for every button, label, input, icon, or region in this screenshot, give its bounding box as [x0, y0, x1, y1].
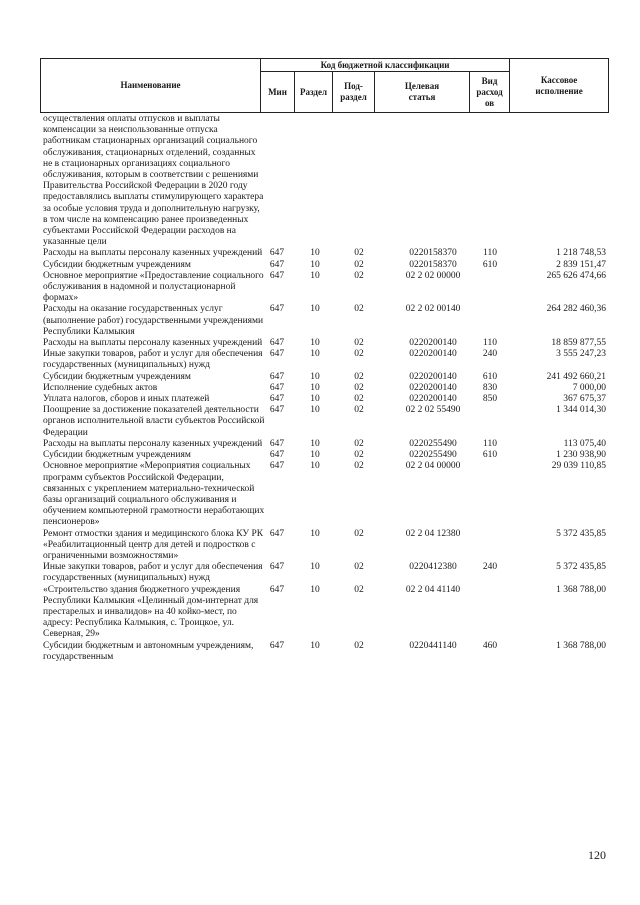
- row-min: 647: [269, 371, 285, 382]
- row-cel: 0220412380: [409, 562, 457, 573]
- row-pod: 02: [354, 562, 364, 573]
- row-cel: 02 2 04 00000: [405, 461, 461, 472]
- table-row: [43, 372, 608, 383]
- row-sum: 241 492 660,21: [546, 371, 606, 382]
- row-pod: 02: [354, 584, 364, 595]
- row-cel: 02 2 04 41140: [405, 584, 461, 595]
- table-row: [43, 260, 608, 271]
- row-pod: 02: [354, 349, 364, 360]
- row-pod: 02: [354, 640, 364, 651]
- row-min: 647: [269, 405, 285, 416]
- row-cel: 0220158370: [409, 248, 457, 259]
- row-name: Расходы на выплаты персоналу казенных учреждений: [43, 438, 263, 449]
- row-vid: 610: [482, 259, 498, 270]
- row-min: 647: [269, 394, 285, 405]
- row-razdel: 10: [310, 438, 320, 449]
- table-row: [43, 641, 608, 663]
- row-name: Основное мероприятие «Мероприятия социальных программ субъектов Российской Федерации, связанных с укреплением материально-технической базы организаций социального обслуживания и обучением компьютерной грамотности неработающих пенсионеров»: [43, 461, 265, 528]
- row-pod: 02: [354, 405, 364, 416]
- row-pod: 02: [354, 259, 364, 270]
- row-name: Иные закупки товаров, работ и услуг для обеспечения государственных (муниципальных) нужд: [43, 349, 263, 371]
- row-cel: 0220200140: [409, 382, 457, 393]
- table-row: [43, 394, 608, 405]
- row-razdel: 10: [310, 528, 320, 539]
- budget-table-header: [40, 58, 609, 113]
- row-razdel: 10: [310, 382, 320, 393]
- row-razdel: 10: [310, 349, 320, 360]
- row-vid: 110: [483, 248, 497, 259]
- col-header-code-group: Код бюджетной классификации: [261, 59, 510, 72]
- col-header-podrazdel: Под- раздел: [333, 72, 375, 113]
- row-name: Уплата налогов, сборов и иных платежей: [43, 394, 210, 405]
- table-row: [43, 450, 608, 461]
- row-vid: 830: [482, 382, 498, 393]
- row-sum: 1 368 788,00: [556, 640, 606, 651]
- row-pod: 02: [354, 461, 364, 472]
- row-sum: 1 368 788,00: [556, 584, 606, 595]
- row-cel: 0220255490: [409, 438, 457, 449]
- row-sum: 264 282 460,36: [546, 304, 606, 315]
- row-sum: 113 075,40: [563, 438, 606, 449]
- row-razdel: 10: [310, 461, 320, 472]
- row-name: Субсидии бюджетным учреждениям: [43, 450, 191, 461]
- row-razdel: 10: [310, 248, 320, 259]
- row-sum: 29 039 110,85: [551, 461, 606, 472]
- row-sum: 265 626 474,66: [546, 270, 606, 281]
- table-row: [43, 439, 608, 450]
- row-vid: 110: [483, 338, 497, 349]
- row-min: 647: [269, 270, 285, 281]
- col-header-kassa: Кассовое исполнение: [510, 59, 609, 113]
- col-header-celevaya: Целевая статья: [375, 72, 470, 113]
- col-header-name: Наименование: [41, 59, 261, 113]
- row-sum: 1 218 748,53: [556, 248, 606, 259]
- row-razdel: 10: [310, 338, 320, 349]
- row-vid: 460: [482, 640, 498, 651]
- row-name: Расходы на оказание государственных услуг (выполнение работ) государственными учреждениями Республики Калмыкия: [43, 304, 264, 337]
- row-sum: 5 372 435,85: [556, 528, 606, 539]
- row-vid: 850: [482, 394, 498, 405]
- row-vid: 240: [482, 562, 498, 573]
- table-row: [43, 349, 608, 371]
- row-cel: 02 2 02 55490: [405, 405, 461, 416]
- row-min: 647: [269, 461, 285, 472]
- row-pod: 02: [354, 248, 364, 259]
- row-min: 647: [269, 382, 285, 393]
- row-name: Ремонт отмостки здания и медицинского блока КУ РК «Реабилитационный центр для детей и подростков с ограниченными возможностями»: [43, 528, 264, 561]
- table-row: [43, 114, 608, 248]
- row-sum: 5 372 435,85: [556, 562, 606, 573]
- row-razdel: 10: [310, 405, 320, 416]
- row-cel: 02 2 04 12380: [405, 528, 461, 539]
- row-min: 647: [269, 450, 285, 461]
- row-razdel: 10: [310, 304, 320, 315]
- table-row: [43, 248, 608, 259]
- row-min: 647: [269, 349, 285, 360]
- row-vid: 240: [482, 349, 498, 360]
- row-sum: 18 859 877,55: [551, 338, 606, 349]
- row-pod: 02: [354, 450, 364, 461]
- row-razdel: 10: [310, 584, 320, 595]
- row-name: Субсидии бюджетным учреждениям: [43, 259, 191, 270]
- row-pod: 02: [354, 528, 364, 539]
- row-sum: 1 230 938,90: [556, 450, 606, 461]
- row-cel: 02 2 02 00000: [405, 270, 461, 281]
- row-name: «Строительство здания бюджетного учреждения Республики Калмыкия «Целинный дом-интернат для престарелых и инвалидов» на 40 койко-мест, по адресу: Республика Калмыкия, с. Троицкое, ул. Северная, 29»: [43, 584, 259, 640]
- row-name: осуществления оплаты отпусков и выплаты компенсации за неиспользованные отпуска работникам стационарных организаций социального обслуживания, стационарных отделений, созданных не в стационарных организациях социального обслуживания, которым в соответствии с решениями Правительства Российской Федерации в 2020 году предоставлялись выплаты стимулирующего характера за особые условия труда и дополнительную нагрузку, в том числе на компенсацию ранее произведенных субъектами Российской Федерации расходов на указанные цели: [43, 114, 264, 248]
- row-cel: 02 2 02 00140: [405, 304, 461, 315]
- row-sum: 2 839 151,47: [556, 259, 606, 270]
- row-cel: 0220441140: [409, 640, 457, 651]
- row-sum: 7 000,00: [572, 382, 606, 393]
- row-min: 647: [269, 640, 285, 651]
- table-row: [43, 585, 608, 641]
- row-name: Субсидии бюджетным и автономным учреждениям, государственным: [43, 640, 254, 662]
- row-min: 647: [269, 304, 285, 315]
- row-min: 647: [269, 562, 285, 573]
- row-razdel: 10: [310, 259, 320, 270]
- table-row: [43, 271, 608, 305]
- budget-table-body: [43, 114, 608, 663]
- row-razdel: 10: [310, 562, 320, 573]
- row-pod: 02: [354, 438, 364, 449]
- table-row: [43, 529, 608, 563]
- table-row: [43, 304, 608, 338]
- row-cel: 0220255490: [409, 450, 457, 461]
- row-razdel: 10: [310, 270, 320, 281]
- row-vid: 110: [483, 438, 497, 449]
- table-row: [43, 383, 608, 394]
- row-razdel: 10: [310, 394, 320, 405]
- row-name: Иные закупки товаров, работ и услуг для обеспечения государственных (муниципальных) нужд: [43, 562, 263, 584]
- row-vid: 610: [482, 371, 498, 382]
- row-name: Расходы на выплаты персоналу казенных учреждений: [43, 248, 263, 259]
- table-row: [43, 562, 608, 584]
- row-min: 647: [269, 528, 285, 539]
- row-pod: 02: [354, 382, 364, 393]
- row-name: Расходы на выплаты персоналу казенных учреждений: [43, 338, 263, 349]
- row-razdel: 10: [310, 371, 320, 382]
- row-sum: 3 555 247,23: [556, 349, 606, 360]
- row-min: 647: [269, 338, 285, 349]
- row-cel: 0220200140: [409, 371, 457, 382]
- table-row: [43, 338, 608, 349]
- row-sum: 367 675,37: [563, 394, 606, 405]
- row-min: 647: [269, 438, 285, 449]
- row-name: Исполнение судебных актов: [43, 382, 158, 393]
- row-pod: 02: [354, 304, 364, 315]
- row-min: 647: [269, 248, 285, 259]
- row-cel: 0220200140: [409, 338, 457, 349]
- row-razdel: 10: [310, 640, 320, 651]
- row-pod: 02: [354, 338, 364, 349]
- row-cel: 0220200140: [409, 349, 457, 360]
- row-min: 647: [269, 259, 285, 270]
- row-pod: 02: [354, 371, 364, 382]
- row-vid: 610: [482, 450, 498, 461]
- row-name: Основное мероприятие «Предоставление социального обслуживания в надомной и полустационарной формах»: [43, 270, 264, 304]
- row-min: 647: [269, 584, 285, 595]
- row-cel: 0220200140: [409, 394, 457, 405]
- table-row: [43, 461, 608, 528]
- row-name: Субсидии бюджетным учреждениям: [43, 371, 191, 382]
- col-header-vid: Вид расход ов: [470, 72, 510, 113]
- page-number: 120: [588, 848, 606, 862]
- row-cel: 0220158370: [409, 259, 457, 270]
- row-razdel: 10: [310, 450, 320, 461]
- row-name: Поощрение за достижение показателей деятельности органов исполнительной власти субъектов Российской Федерации: [43, 405, 265, 438]
- col-header-min: Мин: [261, 72, 295, 113]
- row-pod: 02: [354, 394, 364, 405]
- table-row: [43, 405, 608, 439]
- row-sum: 1 344 014,30: [556, 405, 606, 416]
- col-header-razdel: Раздел: [295, 72, 333, 113]
- row-pod: 02: [354, 270, 364, 281]
